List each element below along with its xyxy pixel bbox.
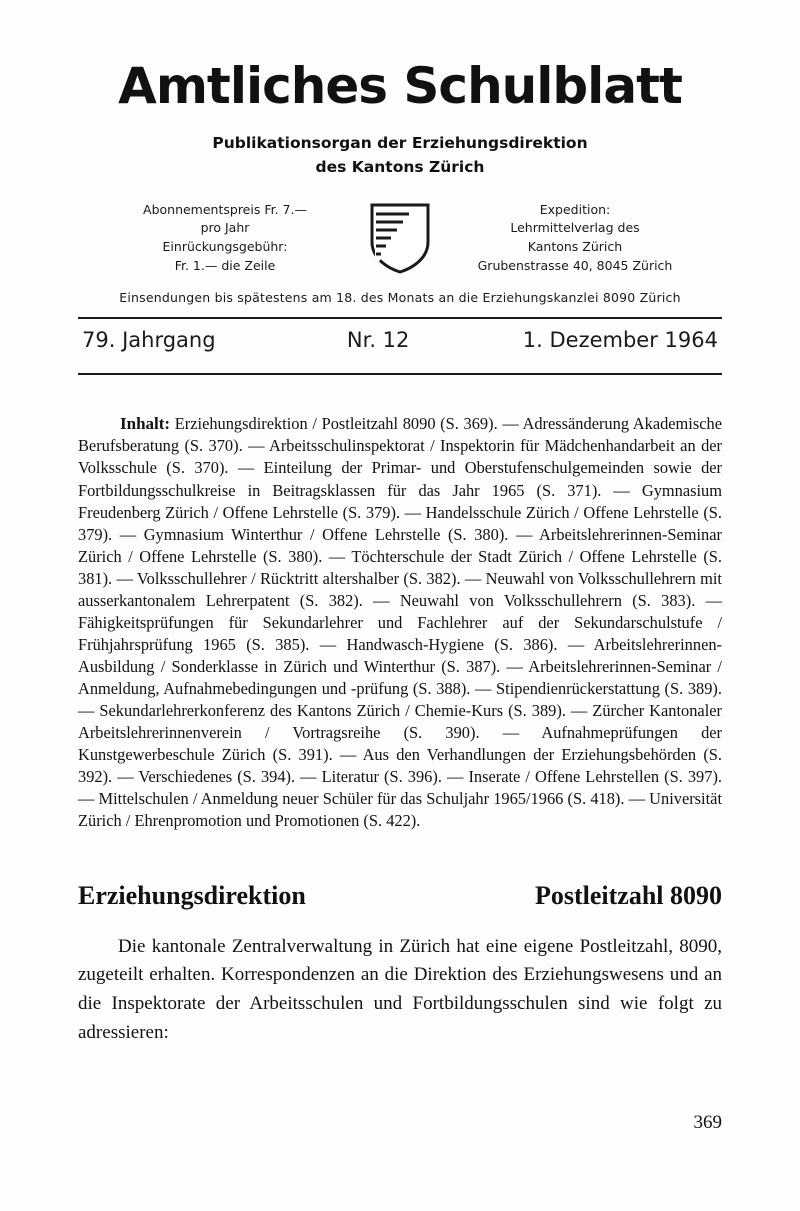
expedition-publisher: Lehrmittelverlag des [510, 220, 640, 236]
article-body [78, 933, 722, 1049]
insertion-fee-label: Einrückungsgebühr: [162, 239, 288, 255]
page-title: Amtliches Schulblatt [118, 57, 682, 115]
issue-volume: 79. Jahrgang [82, 327, 216, 352]
expedition-canton: Kantons Zürich [527, 239, 623, 255]
zurich-coat-of-arms-icon [369, 202, 431, 274]
expedition-label: Expedition: [539, 201, 611, 217]
subscription-price: Abonnementspreis Fr. 7.— [143, 201, 307, 217]
masthead-subtitle [78, 131, 722, 179]
insertion-fee-value: Fr. 1.— die Zeile [174, 257, 276, 273]
submission-deadline-note: Einsendungen bis spätestens am 18. des Monats an die Erziehungskanzlei 8090 Zürich [119, 289, 681, 305]
issue-number: Nr. 12 [346, 327, 410, 352]
masthead-subtitle-line1: Publikationsorgan der Erziehungsdirektion [212, 133, 588, 152]
page-number: 369 [693, 1112, 722, 1133]
article-heading [78, 881, 722, 911]
expedition-address: Grubenstrasse 40, 8045 Zürich [477, 257, 673, 273]
article-heading-left: Erziehungsdirektion [78, 880, 306, 910]
toc-label: Inhalt: [120, 413, 171, 433]
masthead-info-row [78, 201, 722, 276]
masthead-subtitle-line2: des Kantons Zürich [315, 157, 485, 176]
toc-text: Erziehungsdirektion / Postleitzahl 8090 (S. 369). — Adressänderung Akademische Berufsberatung (S. 370). — Arbeitsschulinspektorat / Inspektorin für Mädchenhandarbeit an der Volksschule (S. 370). — Einteilung der Primar- und Oberstufenschulgemeinden sowie der Fortbildungsschulkreise in Beitragsklassen für das Jahr 1965 (S. 371). — Gymnasium Freudenberg Zürich / Offene Lehrstelle (S. 379). — Handelsschule Zürich / Offene Lehrstelle (S. 379). — Gymnasium Winterthur / Offene Lehrstelle (S. 380). — Arbeitslehrerinnen-Seminar Zürich / Offene Lehrstelle (S. 380). — Töchterschule der Stadt Zürich / Offene Lehrstelle (S. 381). — Volksschullehrer / Rücktritt altershalber (S. 382). — Neuwahl von Volksschullehrern mit ausserkantonalem Lehrerpatent (S. 382). — Neuwahl von Volksschullehrern (S. 383). — Fähigkeitsprüfungen für Sekundarlehrer und Fachlehrer auf der Sekundarschulstufe / Frühjahrsprüfung 1965 (S. 385). — Handwasch-Hygiene (S. 386). — Arbeitslehrerinnen-Ausbildung / Sonderklasse in Zürich und Winterthur (S. 387). — Arbeitslehrerinnen-Seminar / Anmeldung, Aufnahmebedingungen und -prüfung (S. 388). — Stipendienrückerstattung (S. 389). — Sekundarlehrerkonferenz des Kantons Zürich / Chemie-Kurs (S. 389). — Zürcher Kantonaler Arbeitslehrerinnenverein / Vortragsreihe (S. 390). — Aufnahmeprüfungen der Kunstgewerbeschule Zürich (S. 391). — Aus den Verhandlungen der Erziehungsbehörden (S. 392). — Verschiedenes (S. 394). — Literatur (S. 396). — Inserate / Offene Lehrstellen (S. 397). — Mittelschulen / Anmeldung neuer Schüler für das Schuljahr 1965/1966 (S. 418). — Universität Zürich / Ehrenpromotion und Promotionen (S. 422). [78, 413, 722, 831]
table-of-contents [78, 413, 722, 833]
issue-line [78, 319, 722, 361]
expedition-info [456, 201, 694, 276]
subscription-info [106, 201, 344, 276]
issue-date: 1. Dezember 1964 [522, 327, 718, 352]
article-body-text: Die kantonale Zentralverwaltung in Zürich hat eine eigene Postleitzahl, 8090, zugeteilt erhalten. Korrespondenzen an die Direktion des Erziehungswesens und an die Inspektorate der Arbeitsschulen und Fortbildungsschulen sind wie folgt zu adressieren: [78, 935, 722, 1044]
subscription-period: pro Jahr [200, 220, 250, 236]
article-heading-right: Postleitzahl 8090 [534, 880, 722, 910]
page-content [78, 57, 722, 1067]
divider-bottom [78, 373, 722, 375]
